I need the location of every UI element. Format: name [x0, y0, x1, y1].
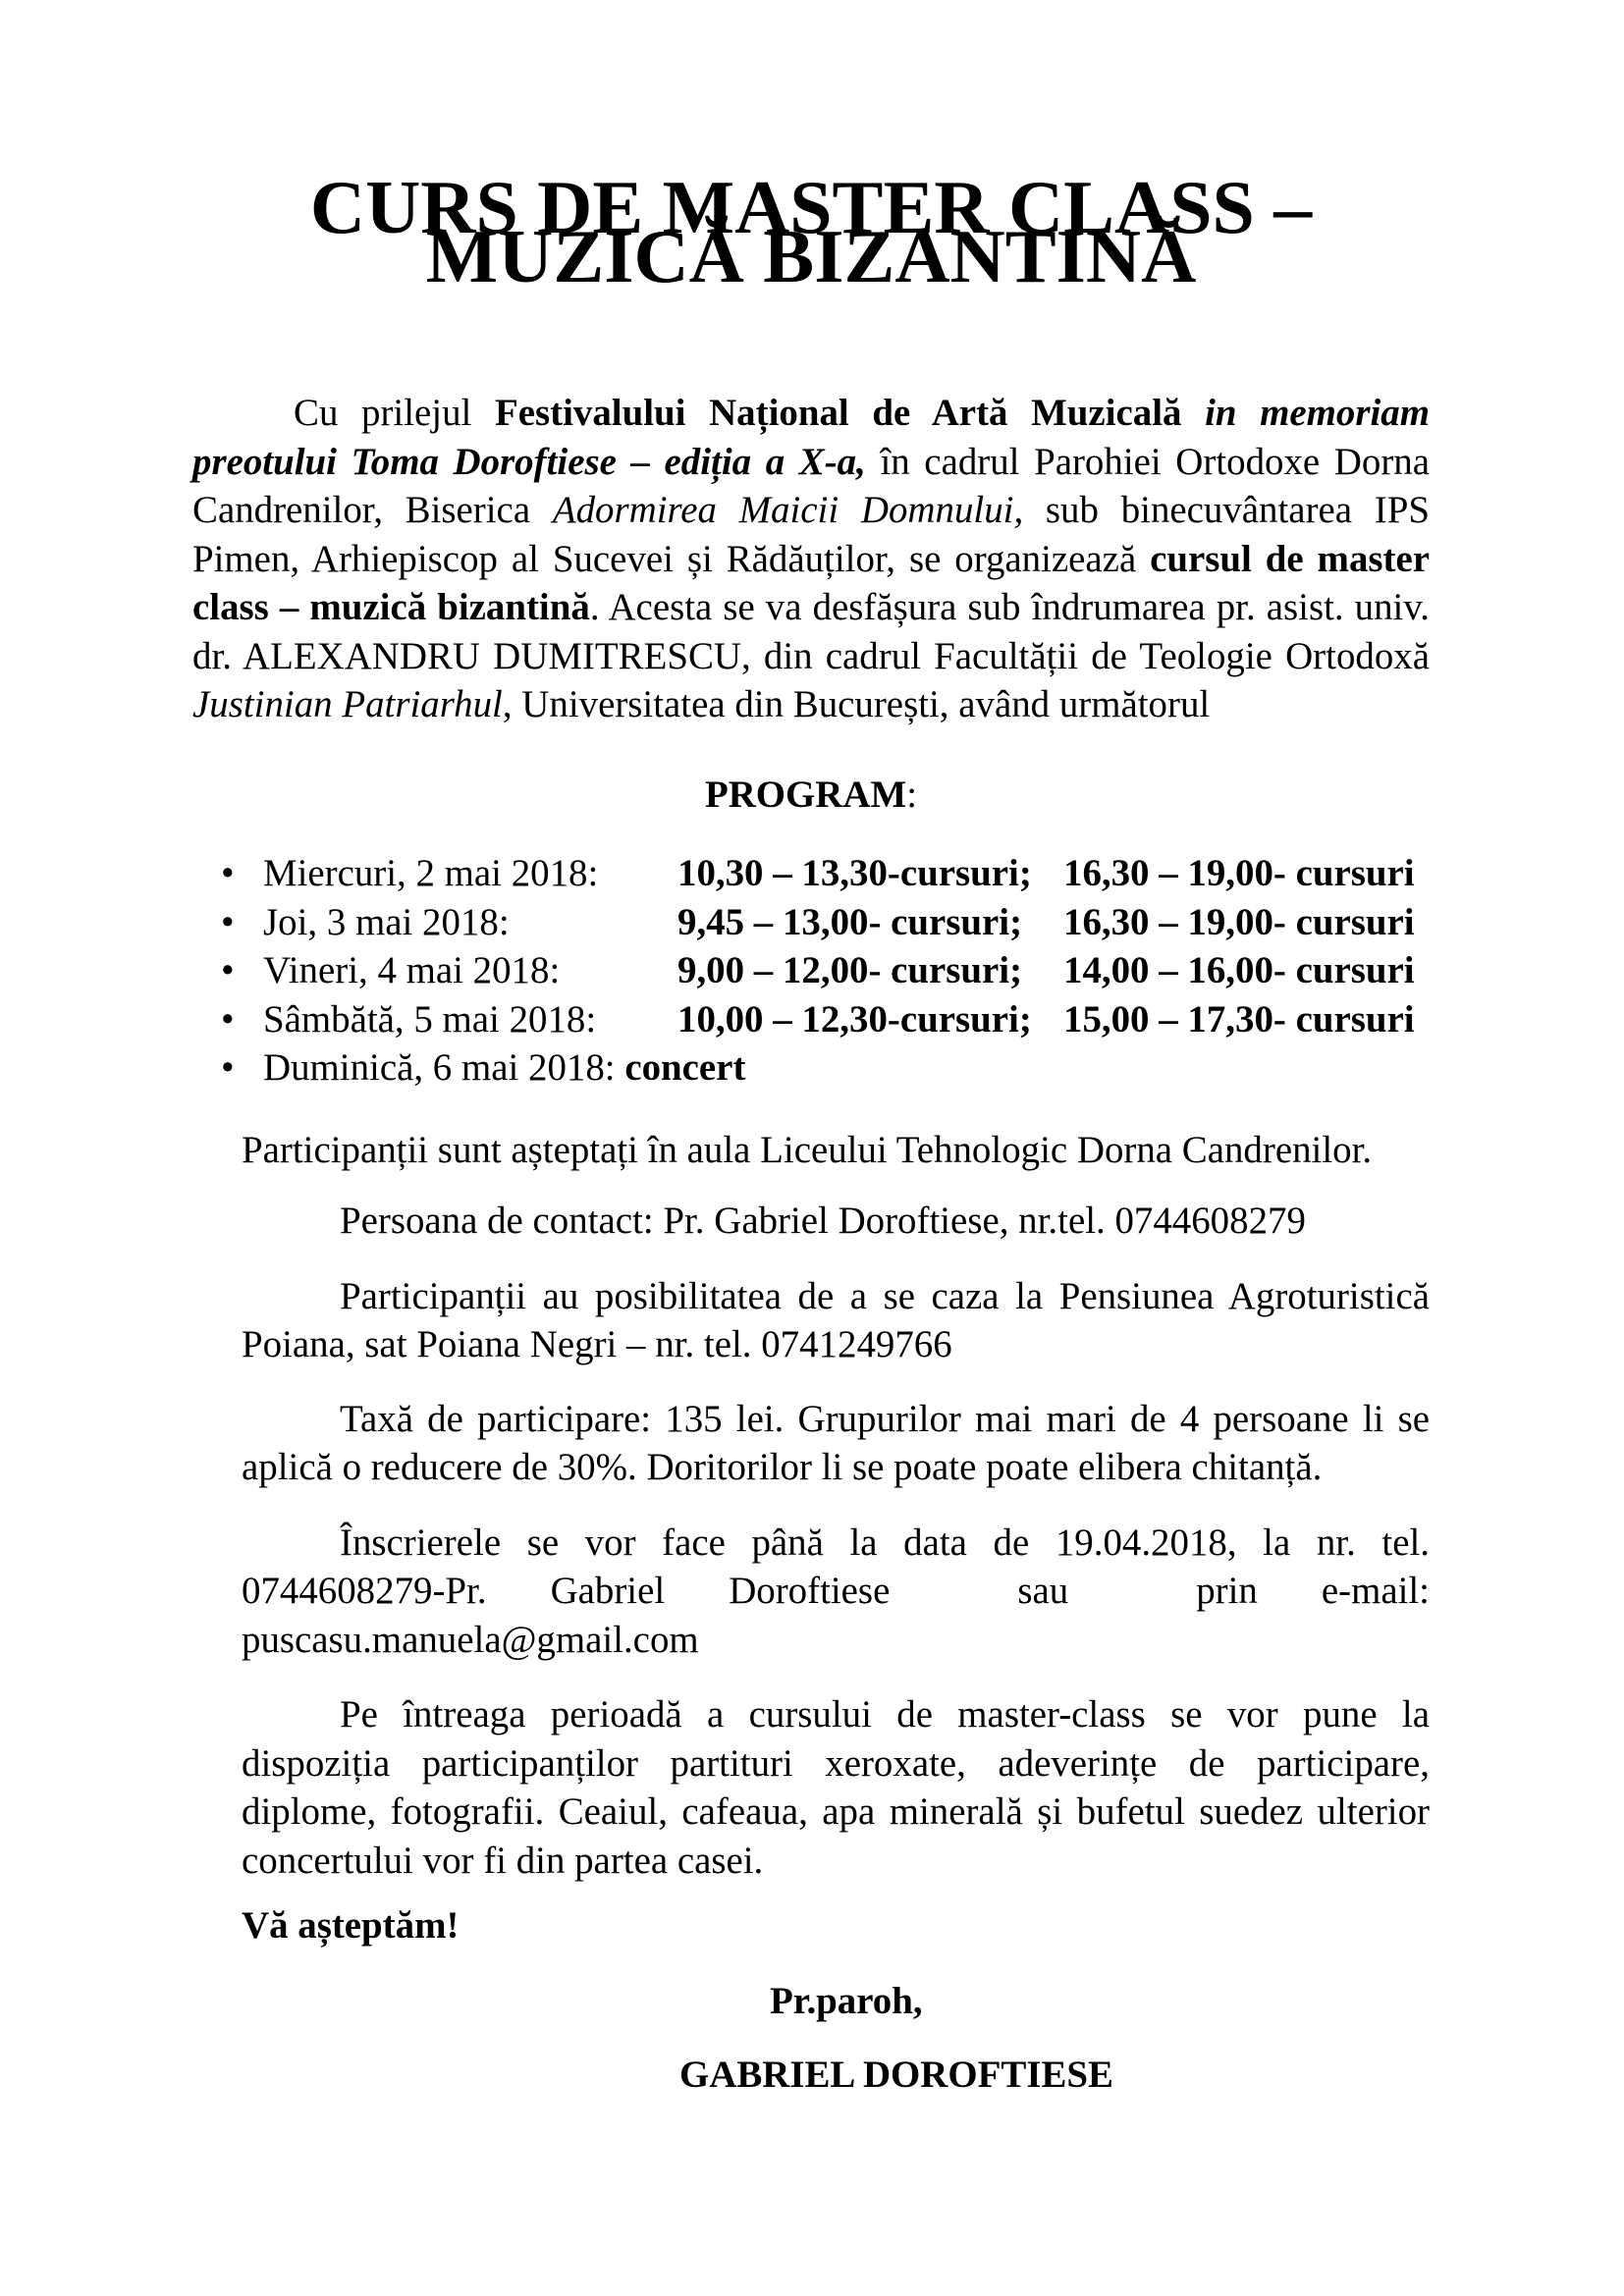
- closing-line: Vă așteptăm!: [242, 1904, 460, 1947]
- program-slot-2: 16,30 – 19,00- cursuri: [1063, 900, 1415, 943]
- bullet-icon: •: [221, 997, 235, 1041]
- text-segment: Festivalului Național de Artă Muzicală: [494, 392, 1206, 434]
- page-title: CURS DE MASTER CLASS – MUZICĂ BIZANTINĂ: [309, 165, 1313, 298]
- program-heading: [192, 771, 1430, 820]
- intro-paragraph: [192, 389, 1430, 729]
- venue-paragraph: Participanții sunt așteptați în aula Liceului Tehnologic Dorna Candrenilor.: [242, 1128, 1373, 1171]
- text-segment: . Acesta se va desfășura sub îndrumarea pr. asist. univ. dr. ALEXANDRU DUMITRESCU, din cadrul Facultății de Teologie Ortodoxă: [192, 586, 1431, 677]
- text-segment: sub binecuvântarea IPS Pimen, Arhiepiscop al Sucevei și Rădăuților, se organizează: [192, 489, 1430, 580]
- accommodation-paragraph: Participanții au posibilitatea de a se caza la Pensiunea Agroturistică Poiana, sat Poiana Negri – nr. tel. 0741249766: [242, 1274, 1430, 1365]
- registration-paragraph: Înscrierele se vor face până la data de 19.04.2018, la nr. tel. 0744608279-Pr. Gabriel Doroftiese sau prin e-mail: puscasu.manuela@gmail.com: [242, 1521, 1439, 1661]
- text-segment: Justinian Patriarhul: [192, 683, 503, 725]
- text-segment: Adormirea Maicii Domnului,: [552, 489, 1024, 531]
- program-slot-1: 10,00 – 12,30-cursuri;: [677, 997, 1032, 1041]
- text-segment: în cadrul Parohiei Ortodoxe Dorna Candrenilor, Biserica: [192, 440, 1430, 531]
- program-row: [192, 946, 1430, 995]
- program-list: [192, 849, 1430, 1093]
- program-slot-2: 14,00 – 16,00- cursuri: [1063, 949, 1415, 991]
- bullet-icon: •: [221, 852, 235, 894]
- text-segment: Cu prilejul: [294, 392, 495, 434]
- program-day: Vineri, 4 mai 2018:: [263, 949, 561, 991]
- program-slot-1: 9,45 – 13,00- cursuri;: [677, 900, 1023, 943]
- bullet-icon: •: [221, 1046, 235, 1089]
- signature-name: GABRIEL DOROFTIESE: [679, 2054, 1113, 2096]
- bullet-icon: •: [221, 949, 235, 991]
- bullet-icon: •: [221, 900, 235, 943]
- program-row: [192, 898, 1430, 947]
- program-row: [192, 995, 1430, 1044]
- text-segment: , Universitatea din București, având următorul: [502, 683, 1211, 725]
- program-day: Miercuri, 2 mai 2018:: [263, 852, 599, 894]
- program-row: [192, 1043, 1430, 1093]
- program-day: Duminică, 6 mai 2018:: [263, 1046, 625, 1089]
- text-segment: in memoriam preotului Toma Doroftiese – ediția a X-a,: [192, 392, 1431, 483]
- contact-paragraph: Persoana de contact: Pr. Gabriel Doroftiese, nr.tel. 0744608279: [340, 1200, 1306, 1242]
- program-day: Sâmbătă, 5 mai 2018:: [263, 997, 597, 1041]
- program-day: Joi, 3 mai 2018:: [263, 900, 510, 943]
- fee-paragraph: Taxă de participare: 135 lei. Grupurilor mai mari de 4 persoane li se aplică o reducere de 30%. Doritorilor li se poate poate elibera chitanță.: [242, 1397, 1430, 1488]
- program-row: [192, 849, 1430, 898]
- program-slot-2: 15,00 – 17,30- cursuri: [1063, 997, 1415, 1041]
- signature-role: Pr.paroh,: [770, 1979, 923, 2022]
- program-slot-2: 16,30 – 19,00- cursuri: [1063, 852, 1415, 894]
- document-content: [192, 0, 1439, 2100]
- program-slot-1: 9,00 – 12,00- cursuri;: [677, 949, 1023, 991]
- program-heading-colon: :: [906, 773, 918, 816]
- text-segment: cursul de master class – muzică bizantină: [192, 537, 1431, 628]
- program-slot-1: 10,30 – 13,30-cursuri;: [677, 852, 1032, 894]
- program-heading-label: PROGRAM: [704, 773, 907, 816]
- program-note: concert: [624, 1046, 746, 1089]
- amenities-paragraph: Pe întreaga perioadă a cursului de master-class se vor pune la dispoziția participanților partituri xeroxate, adeverințe de participare, diplome, fotografii. Ceaiul, cafeaua, apa minerală și bufetul suedez ulterior concertului vor fi din partea casei.: [242, 1693, 1430, 1882]
